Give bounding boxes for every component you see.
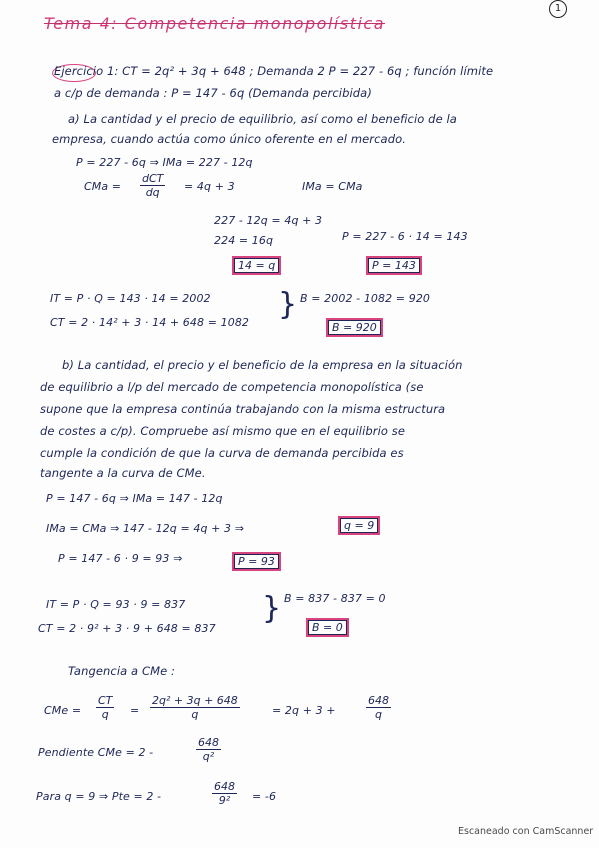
page-number: 1 [549, 0, 567, 18]
part-a-eq-2: 227 - 12q = 4q + 3 [214, 214, 323, 227]
part-a-box-quantity: 14 = q [232, 256, 281, 275]
part-a-cma-fraction [140, 172, 165, 199]
fraction-denominator: q [101, 708, 109, 721]
part-b-box-profit: B = 0 [306, 618, 349, 637]
tangency-cme-fraction [96, 694, 114, 721]
part-a-profit: B = 2002 - 1082 = 920 [300, 292, 431, 305]
tangency-cme-lhs: CMe = [44, 704, 82, 717]
part-a-cost: CT = 2 · 14² + 3 · 14 + 648 = 1082 [50, 316, 250, 329]
tangency-equals: = [130, 704, 140, 717]
part-b-eq-1: P = 147 - 6q ⇒ IMa = 147 - 12q [46, 492, 223, 505]
fraction-denominator: q [191, 708, 199, 721]
part-a-box-price: P = 143 [366, 256, 422, 275]
part-a-cma-lhs: CMa = [84, 180, 122, 193]
fraction-denominator: 9² [218, 794, 231, 807]
brace-icon: } [262, 591, 282, 626]
part-b-text-5: cumple la condición de que la curva de demanda percibida es [40, 446, 404, 460]
tangency-cme-fraction-expanded [150, 694, 240, 721]
fraction-numerator: 648 [198, 736, 219, 749]
page-title: Tema 4: Competencia monopolística [44, 14, 386, 33]
fraction-denominator: dq [145, 186, 160, 199]
part-a-box-profit: B = 920 [326, 318, 383, 337]
part-a-text-1: a) La cantidad y el precio de equilibrio, así como el beneficio de la [68, 112, 457, 126]
scanner-watermark: Escaneado con CamScanner [458, 826, 594, 837]
part-a-text-2: empresa, cuando actúa como único oferente en el mercado. [52, 132, 406, 146]
part-b-cost: CT = 2 · 9² + 3 · 9 + 648 = 837 [38, 622, 216, 635]
part-a-eq-3: 224 = 16q [214, 234, 274, 247]
tangency-for-lhs: Para q = 9 ⇒ Pte = 2 - [36, 790, 162, 803]
fraction-denominator: q² [202, 750, 215, 763]
part-b-profit: B = 837 - 837 = 0 [284, 592, 386, 605]
part-b-eq-2: IMa = CMa ⇒ 147 - 12q = 4q + 3 ⇒ [46, 522, 245, 535]
tangency-cme-rhs: = 2q + 3 + [272, 704, 336, 717]
part-b-income: IT = P · Q = 93 · 9 = 837 [46, 598, 186, 611]
fraction-numerator: CT [98, 694, 113, 707]
part-a-price-eq: P = 227 - 6 · 14 = 143 [342, 230, 468, 243]
part-b-box-quantity: q = 9 [338, 516, 380, 535]
tangency-for-fraction [212, 780, 237, 807]
brace-icon: } [278, 287, 298, 322]
tangency-heading: Tangencia a CMe : [68, 664, 175, 678]
part-a-cma-rhs: = 4q + 3 [184, 180, 235, 193]
tangency-slope-lhs: Pendiente CMe = 2 - [38, 746, 154, 759]
intro-line-2: a c/p de demanda : P = 147 - 6q (Demanda percibida) [54, 86, 372, 100]
part-b-text-1: b) La cantidad, el precio y el beneficio de la empresa en la situación [62, 358, 463, 372]
fraction-numerator: 2q² + 3q + 648 [152, 694, 238, 707]
fraction-numerator: 648 [214, 780, 235, 793]
part-a-eq-1: P = 227 - 6q ⇒ IMa = 227 - 12q [76, 156, 253, 169]
tangency-slope-fraction [196, 736, 221, 763]
part-b-text-4: de costes a c/p). Compruebe así mismo que en el equilibrio se [40, 424, 406, 438]
intro-line-1: Ejercicio 1: CT = 2q² + 3q + 648 ; Demanda 2 P = 227 - 6q ; función límite [54, 64, 494, 78]
tangency-for-rhs: = -6 [252, 790, 277, 803]
part-a-income: IT = P · Q = 143 · 14 = 2002 [50, 292, 211, 305]
fraction-numerator: 648 [368, 694, 389, 707]
part-b-eq-3: P = 147 - 6 · 9 = 93 ⇒ [58, 552, 183, 565]
part-b-text-6: tangente a la curva de CMe. [40, 466, 206, 480]
part-b-text-2: de equilibrio a l/p del mercado de competencia monopolística (se [40, 380, 424, 394]
part-b-box-price: P = 93 [232, 552, 281, 571]
part-b-text-3: supone que la empresa continúa trabajando con la misma estructura [40, 402, 446, 416]
fraction-numerator: dCT [142, 172, 164, 185]
part-a-ima-cma: IMa = CMa [302, 180, 363, 193]
fraction-denominator: q [375, 708, 382, 721]
tangency-cme-fraction-648 [366, 694, 391, 721]
